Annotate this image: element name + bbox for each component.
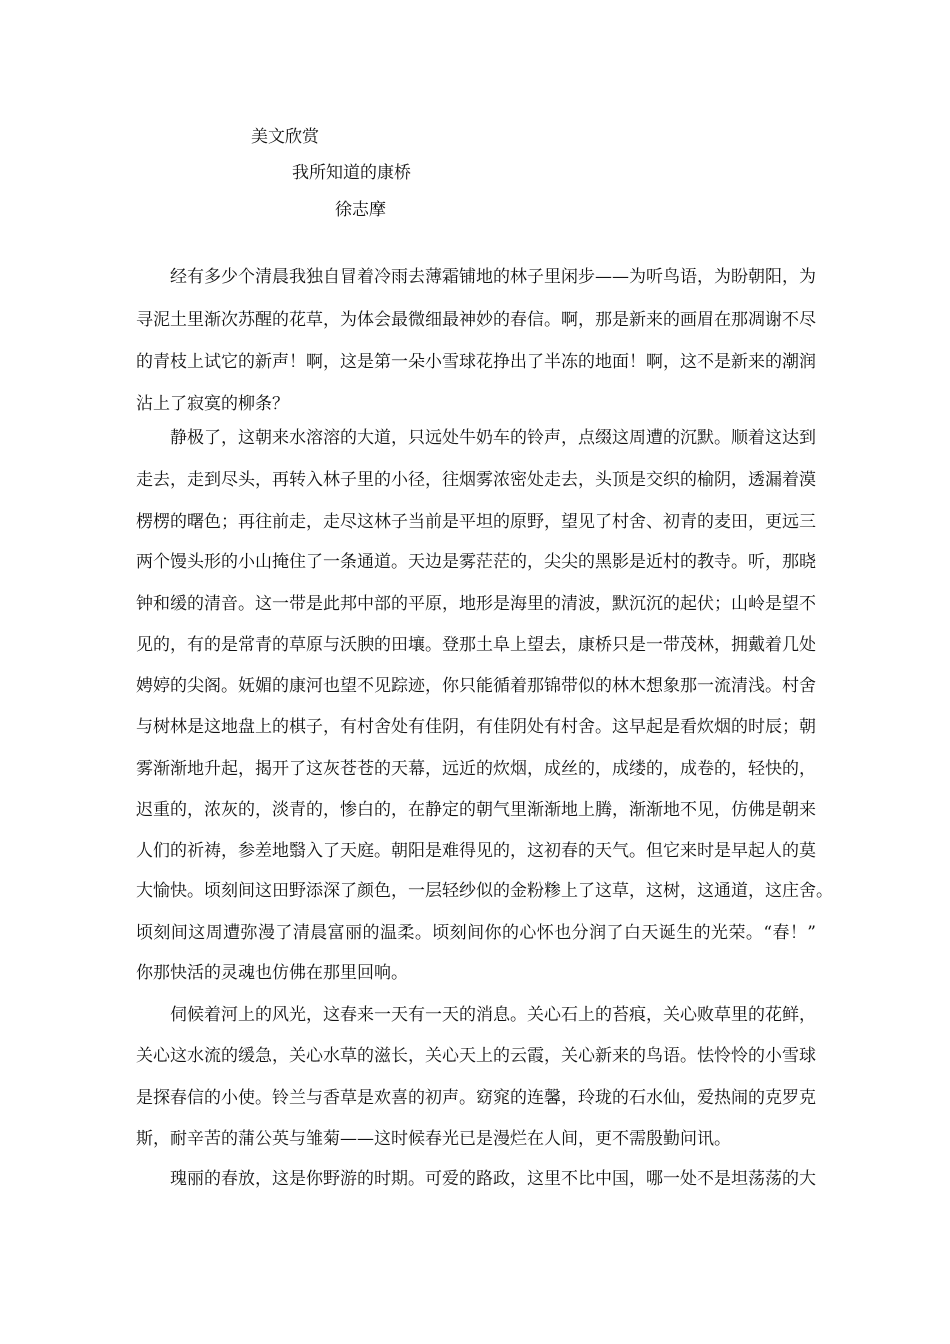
body-line: 斯，耐辛苦的蒲公英与雏菊——这时候春光已是漫烂在人间，更不需殷勤问讯。 bbox=[136, 1129, 731, 1149]
body-line: 雾渐渐地升起，揭开了这灰苍苍的天幕，远近的炊烟，成丝的，成缕的，成卷的，轻快的， bbox=[136, 759, 816, 779]
body-line: 大愉快。顷刻间这田野添深了颜色，一层轻纱似的金粉糁上了这草，这树，这通道，这庄舍。 bbox=[136, 881, 833, 901]
body-line: 关心这水流的缓急，关心水草的滋长，关心天上的云霞，关心新来的鸟语。怯怜怜的小雪球 bbox=[136, 1046, 816, 1066]
article-author: 徐志摩 bbox=[335, 200, 386, 220]
body-line: 伺候着河上的风光，这春来一天有一天的消息。关心石上的苔痕，关心败草里的花鲜， bbox=[170, 1005, 816, 1025]
body-line: 迟重的，浓灰的，淡青的，惨白的，在静定的朝气里渐渐地上腾，渐渐地不见，仿佛是朝来 bbox=[136, 800, 816, 820]
body-line: 钟和缓的清音。这一带是此邦中部的平原，地形是海里的清波，默沉沉的起伏；山岭是望不 bbox=[136, 594, 816, 614]
section-label: 美文欣赏 bbox=[251, 127, 319, 147]
body-line: 人们的祈祷，参差地翳入了天庭。朝阳是难得见的，这初春的天气。但它来时是早起人的莫 bbox=[136, 841, 816, 861]
body-line: 你那快活的灵魂也仿佛在那里回响。 bbox=[136, 963, 408, 983]
body-line: 瑰丽的春放，这是你野游的时期。可爱的路政，这里不比中国，哪一处不是坦荡荡的大 bbox=[170, 1169, 816, 1189]
body-line: 寻泥土里渐次苏醒的花草，为体会最微细最神妙的春信。啊，那是新来的画眉在那凋谢不尽 bbox=[136, 310, 816, 330]
body-line: 沾上了寂寞的柳条？ bbox=[136, 394, 289, 414]
body-line: 两个馒头形的小山掩住了一条通道。天边是雾茫茫的，尖尖的黑影是近村的教寺。听，那晓 bbox=[136, 552, 816, 572]
body-line: 与树林是这地盘上的棋子，有村舍处有佳阴，有佳阴处有村舍。这早起是看炊烟的时辰；朝 bbox=[136, 717, 816, 737]
body-line: 是探春信的小使。铃兰与香草是欢喜的初声。窈窕的连馨，玲珑的石水仙，爱热闹的克罗克 bbox=[136, 1088, 816, 1108]
body-line: 走去，走到尽头，再转入林子里的小径，往烟雾浓密处走去，头顶是交织的榆阴，透漏着漠 bbox=[136, 470, 816, 490]
article-title: 我所知道的康桥 bbox=[292, 163, 411, 183]
body-line: 的青枝上试它的新声！啊，这是第一朵小雪球花挣出了半冻的地面！啊，这不是新来的潮润 bbox=[136, 352, 816, 372]
body-line: 静极了，这朝来水溶溶的大道，只远处牛奶车的铃声，点缀这周遭的沉默。顺着这达到 bbox=[170, 428, 816, 448]
body-line: 顷刻间这周遭弥漫了清晨富丽的温柔。顷刻间你的心怀也分润了白天诞生的光荣。“春！” bbox=[136, 923, 816, 943]
body-line: 楞楞的曙色；再往前走，走尽这林子当前是平坦的原野，望见了村舍、初青的麦田，更远三 bbox=[136, 512, 816, 532]
body-line: 经有多少个清晨我独自冒着冷雨去薄霜铺地的林子里闲步——为听鸟语，为盼朝阳，为 bbox=[170, 267, 816, 287]
body-line: 见的，有的是常青的草原与沃腴的田壤。登那土阜上望去，康桥只是一带茂林，拥戴着几处 bbox=[136, 635, 816, 655]
body-line: 娉婷的尖阁。妩媚的康河也望不见踪迹，你只能循着那锦带似的林木想象那一流清浅。村舍 bbox=[136, 676, 816, 696]
